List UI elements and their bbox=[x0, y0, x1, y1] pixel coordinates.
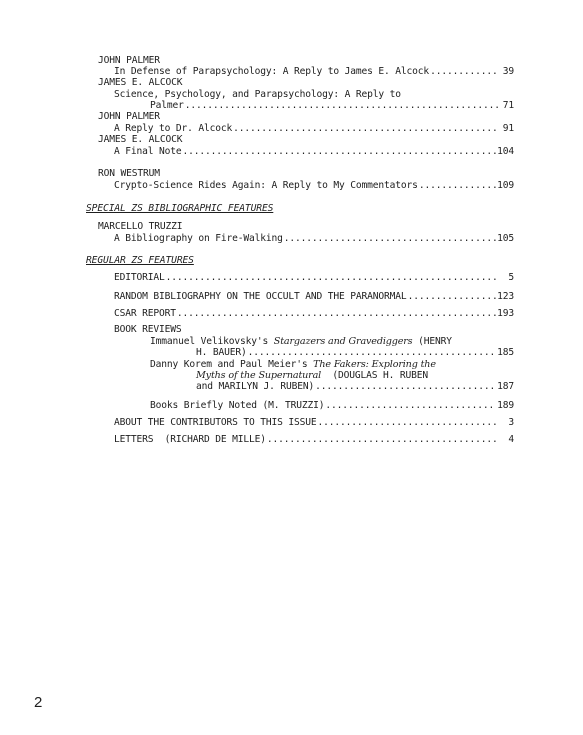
toc-entry bbox=[196, 381, 514, 392]
toc-entry bbox=[114, 417, 514, 428]
review-book-title: Stargazers and Gravediggers bbox=[273, 336, 413, 347]
toc-entry-title bbox=[150, 336, 452, 347]
toc-author: JAMES E. ALCOCK bbox=[98, 134, 183, 145]
toc-entry-title bbox=[150, 359, 436, 370]
toc-page-number: 105 bbox=[497, 233, 514, 244]
toc-entry-title: A Final Note bbox=[114, 146, 182, 157]
review-text: (DOUGLAS H. RUBEN bbox=[321, 370, 429, 381]
review-book-title: The Fakers: Exploring the bbox=[313, 359, 436, 370]
toc-entry bbox=[150, 400, 514, 411]
toc-page-number: 193 bbox=[497, 308, 514, 319]
toc-author: RON WESTRUM bbox=[98, 168, 160, 179]
toc-page-number: 4 bbox=[508, 434, 514, 445]
page-number: 2 bbox=[34, 694, 43, 711]
toc-entry bbox=[114, 434, 514, 445]
review-text: (HENRY bbox=[412, 336, 452, 347]
toc-page-number: 91 bbox=[502, 123, 514, 134]
toc-entry-title: LETTERS (RICHARD DE MILLE) bbox=[114, 434, 266, 445]
toc-entry bbox=[196, 347, 514, 358]
toc-entry bbox=[114, 272, 514, 283]
toc-entry-title: Crypto-Science Rides Again: A Reply to My Commentators bbox=[114, 180, 418, 191]
review-book-title: Myths of the Supernatural bbox=[196, 370, 322, 381]
toc-author: JOHN PALMER bbox=[98, 111, 160, 122]
toc-entry-title: ABOUT THE CONTRIBUTORS TO THIS ISSUE bbox=[114, 417, 317, 428]
toc-leader-dots bbox=[177, 308, 496, 319]
toc-author: JOHN PALMER bbox=[98, 55, 160, 66]
toc-author: JAMES E. ALCOCK bbox=[98, 77, 183, 88]
book-reviews-heading: BOOK REVIEWS bbox=[114, 324, 182, 335]
toc-entry bbox=[114, 123, 514, 134]
toc-leader-dots bbox=[267, 434, 499, 445]
toc-entry-title: In Defense of Parapsychology: A Reply to James E. Alcock bbox=[114, 66, 430, 77]
toc-leader-dots bbox=[419, 180, 496, 191]
toc-page-number: 104 bbox=[497, 146, 514, 157]
toc-leader-dots bbox=[233, 123, 499, 134]
toc-page-number: 39 bbox=[502, 66, 514, 77]
toc-page-number: 123 bbox=[497, 291, 514, 302]
toc-leader-dots bbox=[166, 272, 499, 283]
toc-entry bbox=[114, 291, 514, 302]
toc-entry bbox=[114, 146, 514, 157]
toc-leader-dots bbox=[185, 100, 499, 111]
review-text: Immanuel Velikovsky's bbox=[150, 336, 274, 347]
toc-entry-title: EDITORIAL bbox=[114, 272, 165, 283]
toc-entry-title: and MARILYN J. RUBEN) bbox=[196, 381, 315, 392]
toc-entry-title: Palmer bbox=[150, 100, 184, 111]
toc-leader-dots bbox=[248, 347, 496, 358]
toc-page-number: 185 bbox=[497, 347, 514, 358]
toc-entry-title: CSAR REPORT bbox=[114, 308, 176, 319]
toc-entry-title: RANDOM BIBLIOGRAPHY ON THE OCCULT AND THE PARANORMAL bbox=[114, 291, 407, 302]
toc-page-number: 3 bbox=[508, 417, 514, 428]
toc-entry-title bbox=[196, 370, 428, 381]
toc-page-number: 109 bbox=[497, 180, 514, 191]
toc-entry-title: Books Briefly Noted (M. TRUZZI) bbox=[150, 400, 325, 411]
toc-page-number: 189 bbox=[497, 400, 514, 411]
toc-entry-title: Science, Psychology, and Parapsychology: A Reply to bbox=[114, 89, 401, 100]
toc-page-number: 187 bbox=[497, 381, 514, 392]
toc-leader-dots bbox=[318, 417, 499, 428]
review-text: Danny Korem and Paul Meier's bbox=[150, 359, 314, 370]
toc-entry bbox=[150, 100, 514, 111]
toc-entry bbox=[114, 233, 514, 244]
toc-leader-dots bbox=[284, 233, 496, 244]
section-heading-special: SPECIAL ZS BIBLIOGRAPHIC FEATURES bbox=[86, 203, 274, 214]
toc-author: MARCELLO TRUZZI bbox=[98, 221, 183, 232]
toc-leader-dots bbox=[430, 66, 499, 77]
toc-page-number: 71 bbox=[502, 100, 514, 111]
toc-entry bbox=[114, 66, 514, 77]
section-heading-regular: REGULAR ZS FEATURES bbox=[86, 255, 194, 266]
toc-entry bbox=[114, 308, 514, 319]
toc-leader-dots bbox=[315, 381, 496, 392]
toc-leader-dots bbox=[408, 291, 497, 302]
toc-page-number: 5 bbox=[508, 272, 514, 283]
toc-entry bbox=[114, 180, 514, 191]
toc-leader-dots bbox=[325, 400, 496, 411]
toc-entry-title: A Bibliography on Fire-Walking bbox=[114, 233, 283, 244]
toc-leader-dots bbox=[183, 146, 497, 157]
toc-entry-title: A Reply to Dr. Alcock bbox=[114, 123, 233, 134]
toc-entry-title: H. BAUER) bbox=[196, 347, 247, 358]
